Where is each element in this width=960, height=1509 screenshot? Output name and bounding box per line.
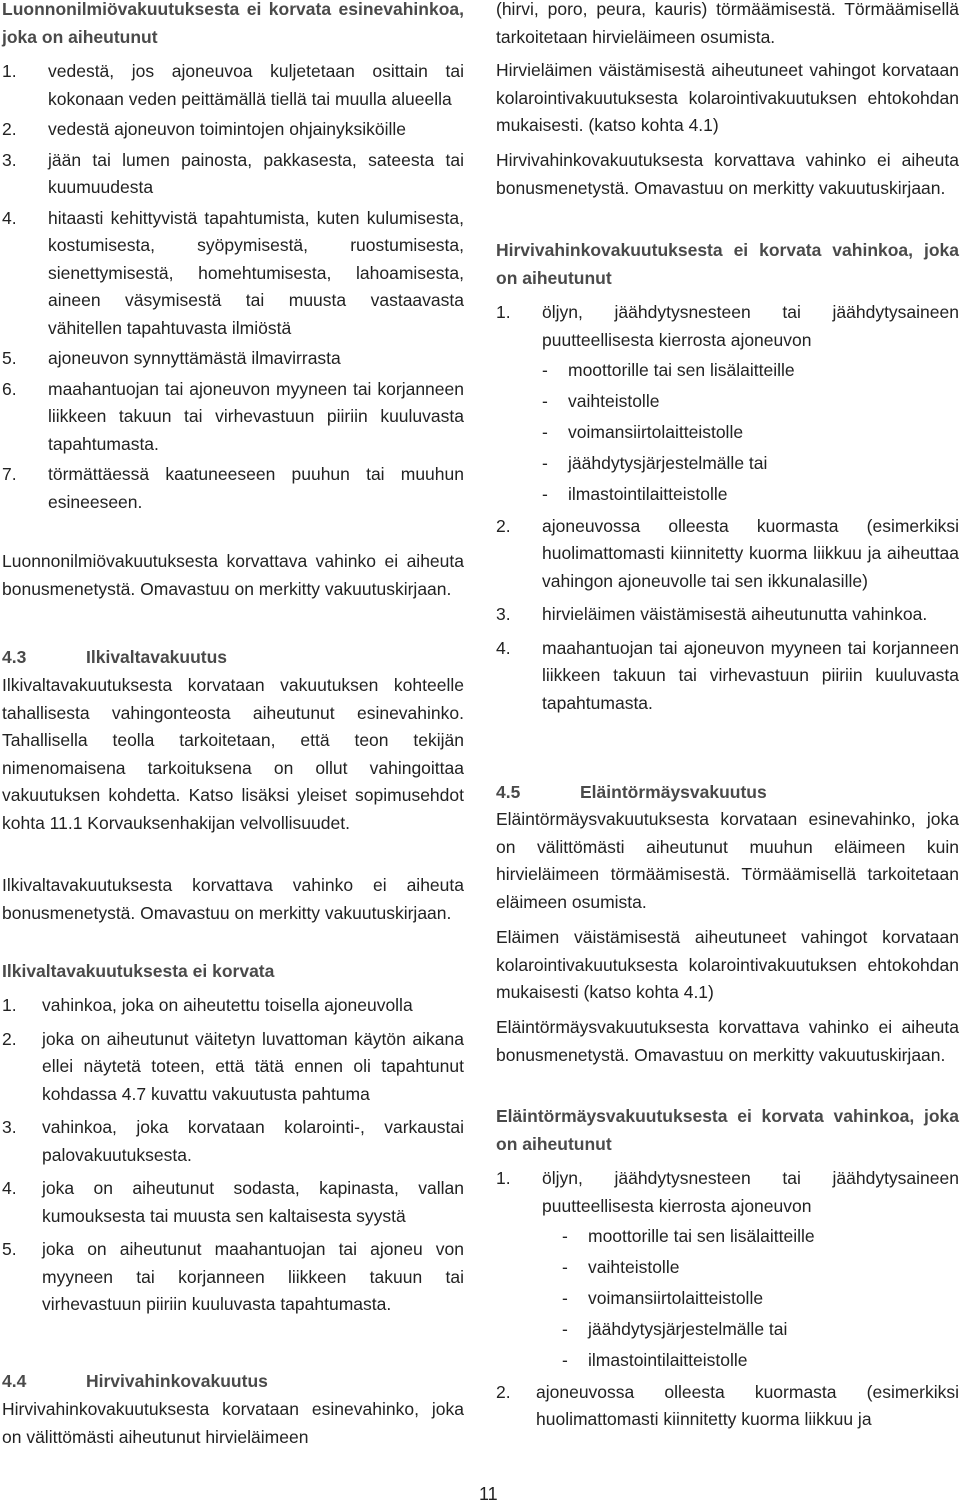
dash-text: voimansiirtolaitteistolle — [568, 422, 744, 442]
item-text: ajoneuvon synnyttämästä ilmavirrasta — [48, 348, 341, 368]
dash-marker: - — [562, 1319, 568, 1339]
item-text: vahinkoa, joka on aiheutettu toisella ajoneuvolla — [42, 995, 413, 1015]
dash-marker: - — [542, 453, 548, 473]
item-text: maahantuojan tai ajoneuvon myyneen tai korjanneen liikkeen takuun tai virhevastuun piiriin kuuluvasta tapahtumasta. — [542, 637, 959, 713]
item-number: 2. — [496, 515, 511, 536]
dash-item — [562, 1223, 959, 1251]
dash-item — [562, 1347, 959, 1375]
item-text: vahinkoa, joka korvataan kolarointi-, varkaustai palovakuutuksesta. — [42, 1117, 464, 1165]
luonnonilmio-exclusions-heading: Luonnonilmiövakuutuksesta ei korvata esinevahinkoa, joka on aiheutunut — [2, 0, 464, 47]
section-number: 4.4 — [2, 1371, 27, 1391]
item-number: 3. — [2, 1117, 17, 1137]
item-text: ajoneuvossa olleesta kuormasta (esimerkiksi huolimattomasti kiinnitetty kuorma liikkuu ja aiheuttaa vahingon ajoneuvolle tai sen ikkunalasille) — [542, 515, 959, 591]
item-number: 1. — [496, 1168, 511, 1188]
item-number: 2. — [2, 119, 17, 139]
section-4-4-heading — [2, 1368, 268, 1396]
list-item — [2, 1236, 464, 1319]
item-number: 2. — [2, 1028, 17, 1049]
item-number: 1. — [2, 61, 17, 81]
item-number: 5. — [2, 1239, 17, 1259]
item-number: 4. — [496, 637, 511, 658]
hirvivahinko-exclusions-heading: Hirvivahinkovakuutuksesta ei korvata vahinkoa, joka on aiheutunut — [496, 240, 959, 288]
dash-text: jäähdytysjärjestelmälle tai — [568, 453, 768, 473]
item-text: joka on aiheutunut maahantuojan tai ajoneu von myyneen tai korjanneen liikkeen takuun tai virhevastuun piiriin kuuluvasta tapahtumasta. — [42, 1239, 464, 1314]
dash-text: vaihteistolle — [588, 1257, 680, 1277]
luonnonilmio-paragraph: Luonnonilmiövakuutuksesta korvattava vahinko ei aiheuta bonusmenetystä. Omavastuu on merkitty vakuutuskirjaan. — [2, 551, 464, 599]
section-title: Hirvivahinkovakuutus — [86, 1371, 268, 1391]
list-item — [2, 992, 464, 1020]
dash-item — [562, 1285, 959, 1313]
item-text: öljyn, jäähdytysnesteen tai jäähdytysaineen puutteellisesta kierrosta ajoneuvon — [542, 1168, 959, 1216]
hirvivahinko-paragraph: Hirvivahinkovakuutuksesta korvataan esinevahinko, joka on välittömästi aiheutunut hirvieläimeen — [2, 1399, 464, 1447]
item-text: öljyn, jäähdytysnesteen tai jäähdytysaineen puutteellisesta kierrosta ajoneuvon — [542, 302, 959, 350]
elaimen-vaistaminen-paragraph: Eläimen väistämisestä aiheutuneet vahingot korvataan kolarointivakuutuksesta kolarointivakuutuksen ehtokohdan mukaisesti (katso kohta 4.1) — [496, 927, 959, 1002]
dash-text: vaihteistolle — [568, 391, 660, 411]
item-number: 1. — [496, 302, 511, 322]
list-item — [2, 345, 464, 373]
dash-item — [542, 450, 959, 478]
item-text: joka on aiheutunut sodasta, kapinasta, vallan kumouksesta tai muusta sen kaltaisesta syystä — [42, 1178, 464, 1226]
list-item — [2, 205, 464, 343]
section-4-3-heading — [2, 644, 227, 672]
dash-marker: - — [542, 484, 548, 504]
section-title: Eläintörmäysvakuutus — [580, 782, 767, 802]
dash-marker: - — [562, 1350, 568, 1370]
dash-text: moottorille tai sen lisälaitteille — [588, 1226, 815, 1246]
list-item — [496, 635, 959, 718]
hirvielaimen-vaistaminen-paragraph: Hirvieläimen väistämisestä aiheutuneet vahingot korvataan kolarointivakuutuksesta kolarointivakuutuksen ehtokohdan mukaisesti. (katso kohta 4.1) — [496, 60, 959, 135]
dash-marker: - — [562, 1288, 568, 1308]
dash-text: ilmastointilaitteistolle — [568, 484, 728, 504]
dash-text: ilmastointilaitteistolle — [588, 1350, 748, 1370]
ilkivalta-exclusions-heading: Ilkivaltavakuutuksesta ei korvata — [2, 961, 275, 981]
item-number: 5. — [2, 348, 17, 368]
list-item — [2, 147, 464, 202]
item-text: törmättäessä kaatuneeseen puuhun tai muuhun esineeseen. — [48, 464, 464, 512]
list-item — [496, 1379, 959, 1434]
elaintormays-exclusions-list — [496, 1165, 959, 1434]
dash-marker: - — [542, 422, 548, 442]
dash-text: jäähdytysjärjestelmälle tai — [588, 1319, 788, 1339]
dash-item — [542, 481, 959, 509]
item-text: maahantuojan tai ajoneuvon myyneen tai korjanneen liikkeen takuun tai virhevastuun piiriin kuuluvasta tapahtumasta. — [48, 378, 464, 454]
item-text: vedestä ajoneuvon toimintojen ohjainyksiköille — [48, 119, 406, 139]
ilkivalta-paragraph: Ilkivaltavakuutuksesta korvataan vakuutuksen kohteelle tahallisesta vahingonteosta aiheutunut esinevahinko. Tahallisella teolla tarkoitetaan, että teon tekijän nimenomaisena tarkoituksena on ollut vahingoittaa vakuutuksen kohdetta. Katso lisäksi yleiset sopimusehdot kohta 11.1 Korvauksenhakijan velvollisuudet. — [2, 675, 464, 833]
section-number: 4.3 — [2, 647, 27, 667]
ilkivalta-exclusions-list — [2, 992, 464, 1319]
dash-item — [562, 1254, 959, 1282]
item-number: 1. — [2, 995, 17, 1015]
list-item — [2, 116, 464, 144]
list-item — [496, 513, 959, 596]
hirvivahinko-exclusions-list — [496, 299, 959, 717]
hirvivahinko-paragraph-cont: (hirvi, poro, peura, kauris) törmäämisestä. Törmäämisellä tarkoitetaan hirvieläimeen osumista. — [496, 0, 959, 47]
section-title: Ilkivaltavakuutus — [86, 647, 228, 667]
section-4-5-heading — [496, 779, 767, 807]
list-item — [496, 601, 959, 629]
list-item — [2, 1114, 464, 1169]
item-number: 2. — [496, 1381, 511, 1402]
item-text: hitaasti kehittyvistä tapahtumista, kuten kulumisesta, kostumisesta, syöpymisestä, ruostumisesta, sienettymisestä, homehtumisesta, lahoamisesta, aineen väsymisestä tai muusta vastaavasta vähitellen tapahtuvasta ilmiöstä — [48, 207, 464, 338]
dash-item — [542, 419, 959, 447]
list-item — [2, 58, 464, 113]
item-text: hirvieläimen väistämisestä aiheutunutta vahinkoa. — [542, 604, 928, 624]
item-number: 3. — [2, 149, 17, 170]
dash-marker: - — [542, 360, 548, 380]
item-text: ajoneuvossa olleesta kuormasta (esimerkiksi huolimattomasti kiinnitetty kuorma liikkuu ja — [536, 1381, 959, 1429]
item-number: 6. — [2, 378, 17, 399]
item-number: 4. — [2, 1178, 17, 1198]
elaintormays-paragraph: Eläintörmäysvakuutuksesta korvataan esinevahinko, joka on välittömästi aiheutunut muuhun eläimeen kuin hirvieläimeen törmäämisestä. Törmäämisellä tarkoitetaan eläimeen osumista. — [496, 809, 959, 912]
list-item — [2, 1026, 464, 1109]
dash-marker: - — [562, 1226, 568, 1246]
luonnonilmio-exclusions-list — [2, 58, 464, 516]
dash-list — [496, 1223, 959, 1375]
page-number: 11 — [479, 1484, 498, 1504]
item-text: joka on aiheutunut väitetyn luvattoman käytön aikana ellei näytetä toteen, että tätä ennen oli tapahtunut kohdassa 4.7 kuvattu vakuutusta pahtuma — [42, 1028, 464, 1104]
dash-text: moottorille tai sen lisälaitteille — [568, 360, 795, 380]
section-number: 4.5 — [496, 782, 521, 802]
dash-item — [542, 357, 959, 385]
dash-text: voimansiirtolaitteistolle — [588, 1288, 764, 1308]
list-item — [2, 376, 464, 459]
dash-marker: - — [542, 391, 548, 411]
list-rest — [496, 513, 959, 718]
item-text: jään tai lumen painosta, pakkasesta, sateesta tai kuumuudesta — [48, 149, 464, 197]
item-number: 3. — [496, 604, 511, 624]
list-item — [496, 299, 959, 354]
ilkivalta-bonus-paragraph: Ilkivaltavakuutuksesta korvattava vahinko ei aiheuta bonusmenetystä. Omavastuu on merkitty vakuutuskirjaan. — [2, 875, 464, 923]
dash-list — [496, 357, 959, 509]
dash-item — [562, 1316, 959, 1344]
hirvivahinko-bonus-paragraph: Hirvivahinkovakuutuksesta korvattava vahinko ei aiheuta bonusmenetystä. Omavastuu on merkitty vakuutuskirjaan. — [496, 150, 959, 198]
list-item — [2, 461, 464, 516]
list-item — [496, 1165, 959, 1220]
elaintormays-exclusions-heading: Eläintörmäysvakuutuksesta ei korvata vahinkoa, joka on aiheutunut — [496, 1106, 959, 1154]
item-text: vedestä, jos ajoneuvoa kuljetetaan osittain tai kokonaan veden peittämällä tiellä tai muulla alueella — [48, 61, 464, 109]
list-item — [2, 1175, 464, 1230]
dash-item — [542, 388, 959, 416]
item-number: 7. — [2, 464, 17, 484]
item-number: 4. — [2, 207, 17, 228]
dash-marker: - — [562, 1257, 568, 1277]
elaintormays-bonus-paragraph: Eläintörmäysvakuutuksesta korvattava vahinko ei aiheuta bonusmenetystä. Omavastuu on merkitty vakuutuskirjaan. — [496, 1017, 959, 1065]
